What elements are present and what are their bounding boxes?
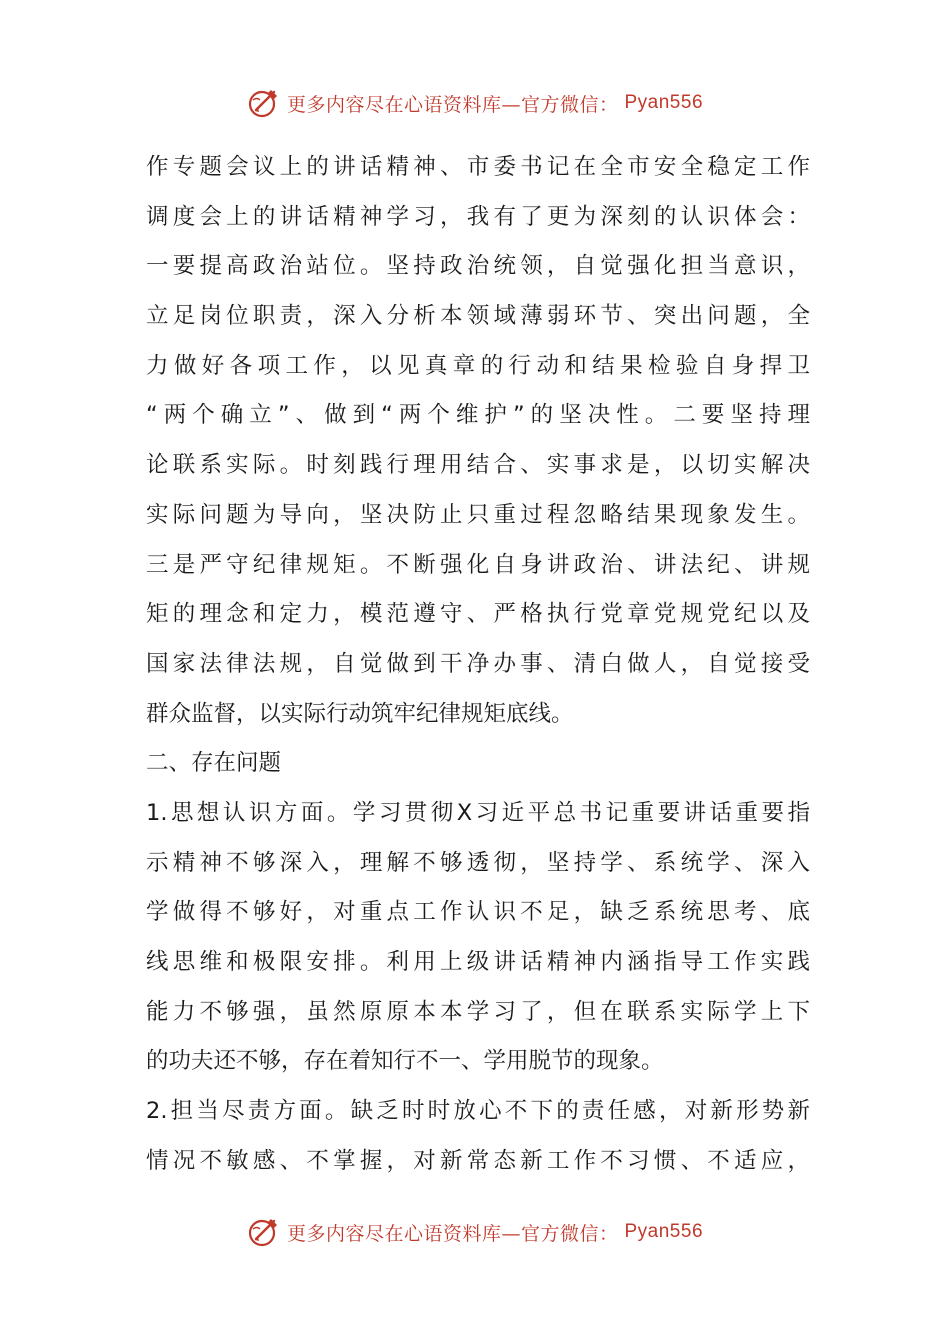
body-text-line: 国家法律法规，自觉做到干净办事、清白做人，自觉接受 [146,650,810,677]
watermark-wechat-id: Pyan556 [624,1221,704,1242]
watermark-text: 更多内容尽在心语资料库—官方微信： [286,93,619,116]
body-text-line: 线思维和极限安排。利用上级讲话精神内涵指导工作实践 [146,949,810,975]
body-text-line: 示精神不够深入，理解不够透彻，坚持学、系统学、深入 [146,849,810,876]
body-text-line: 作专题会议上的讲话精神、市委书记在全市安全稳定工作 [146,154,810,180]
body-text-line: 二、存在问题 [146,750,282,777]
body-text-line: 论联系实际。时刻践行理用结合、实事求是，以切实解决 [146,452,810,479]
body-text-line: 群众监督，以实际行动筑牢纪律规矩底线。 [146,700,574,727]
pen-logo-icon [247,86,281,120]
body-text-line: 能力不够强，虽然原原本本学习了，但在联系实际学上下 [146,998,810,1025]
body-text-line: 一要提高政治站位。坚持政治统领，自觉强化担当意识， [146,253,810,280]
pen-logo-icon [247,1215,281,1249]
body-text-line: “两个确立”、做到“两个维护”的坚决性。二要坚持理 [146,402,810,429]
body-text-line: 情况不敏感、不掌握，对新常态新工作不习惯、不适应， [146,1147,810,1174]
body-text-line: 立足岗位职责，深入分析本领域薄弱环节、突出问题，全 [146,303,810,330]
body-text-line: 1.思想认识方面。学习贯彻X习近平总书记重要讲话重要指 [146,799,810,826]
footer-watermark [0,1212,950,1252]
watermark-text: 更多内容尽在心语资料库—官方微信： [286,1222,619,1245]
document-body [146,143,810,1186]
watermark-wechat-id: Pyan556 [624,92,704,113]
body-text-line: 三是严守纪律规矩。不断强化自身讲政治、讲法纪、讲规 [146,551,810,578]
body-text-line: 力做好各项工作，以见真章的行动和结果检验自身捍卫 [146,352,810,379]
body-text-line: 的功夫还不够，存在着知行不一、学用脱节的现象。 [146,1048,664,1075]
header-watermark [0,83,950,123]
body-text-line: 2.担当尽责方面。缺乏时时放心不下的责任感，对新形势新 [146,1098,810,1125]
body-text-line: 调度会上的讲话精神学习，我有了更为深刻的认识体会： [146,203,810,230]
body-text-line: 实际问题为导向，坚决防止只重过程忽略结果现象发生。 [146,501,810,528]
body-text-line: 学做得不够好，对重点工作认识不足，缺乏系统思考、底 [146,899,810,926]
body-text-line: 矩的理念和定力，模范遵守、严格执行党章党规党纪以及 [146,601,810,628]
